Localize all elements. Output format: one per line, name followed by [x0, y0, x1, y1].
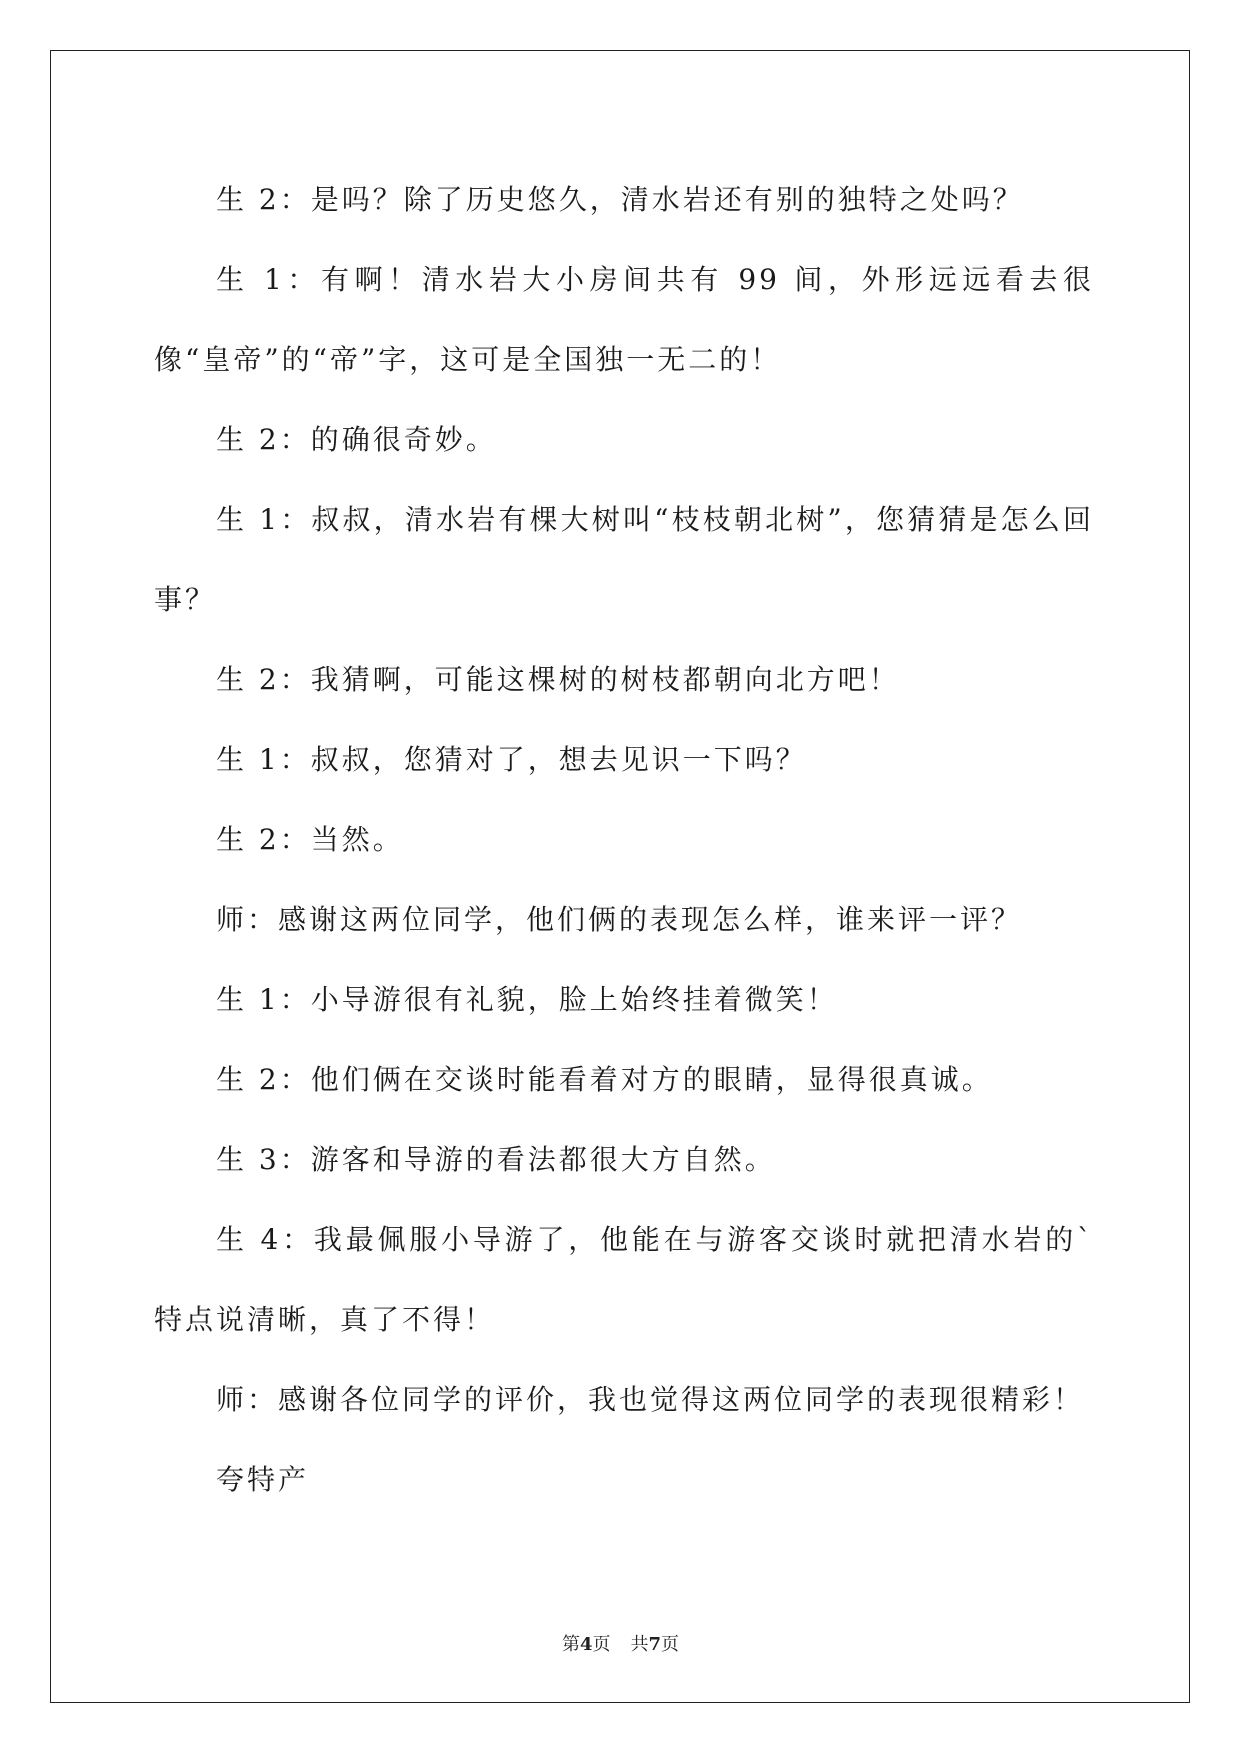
current-page-number: 4 — [579, 1634, 593, 1655]
paragraph: 师：感谢各位同学的评价，我也觉得这两位同学的表现很精彩！ — [216, 1383, 1085, 1416]
paragraph: 生 1：有啊！清水岩大小房间共有 99 间，外形远远看去很像“皇帝”的“帝”字，这可是全国独一无二的！ — [154, 263, 1094, 376]
paragraph: 生 1：叔叔，清水岩有棵大树叫“枝枝朝北树”，您猜猜是怎么回事？ — [154, 503, 1094, 616]
footer-total-prefix: 共 — [630, 1634, 649, 1655]
section-heading: 夸特产 — [216, 1463, 310, 1496]
footer-prefix: 第 — [561, 1634, 580, 1655]
total-pages-number: 7 — [648, 1634, 662, 1655]
paragraph: 生 2：当然。 — [216, 823, 404, 856]
page-footer — [0, 1630, 1241, 1656]
paragraph: 生 2：他们俩在交谈时能看着对方的眼睛，显得很真诚。 — [216, 1063, 993, 1096]
paragraph: 生 3：游客和导游的看法都很大方自然。 — [216, 1143, 776, 1176]
paragraph: 生 2：的确很奇妙。 — [216, 423, 497, 456]
footer-total-suffix: 页 — [661, 1634, 680, 1655]
document-body — [154, 160, 1094, 1520]
footer-page-word: 页 — [592, 1634, 611, 1655]
paragraph: 生 1：叔叔，您猜对了，想去见识一下吗？ — [216, 743, 807, 776]
paragraph: 生 2：我猜啊，可能这棵树的树枝都朝向北方吧！ — [216, 663, 900, 696]
paragraph: 师：感谢这两位同学，他们俩的表现怎么样，谁来评一评？ — [216, 903, 1023, 936]
paragraph: 生 2：是吗？除了历史悠久，清水岩还有别的独特之处吗？ — [216, 183, 1024, 216]
paragraph: 生 1：小导游很有礼貌，脸上始终挂着微笑！ — [216, 983, 838, 1016]
paragraph: 生 4：我最佩服小导游了，他能在与游客交谈时就把清水岩的`特点说清晰，真了不得！ — [154, 1223, 1094, 1336]
